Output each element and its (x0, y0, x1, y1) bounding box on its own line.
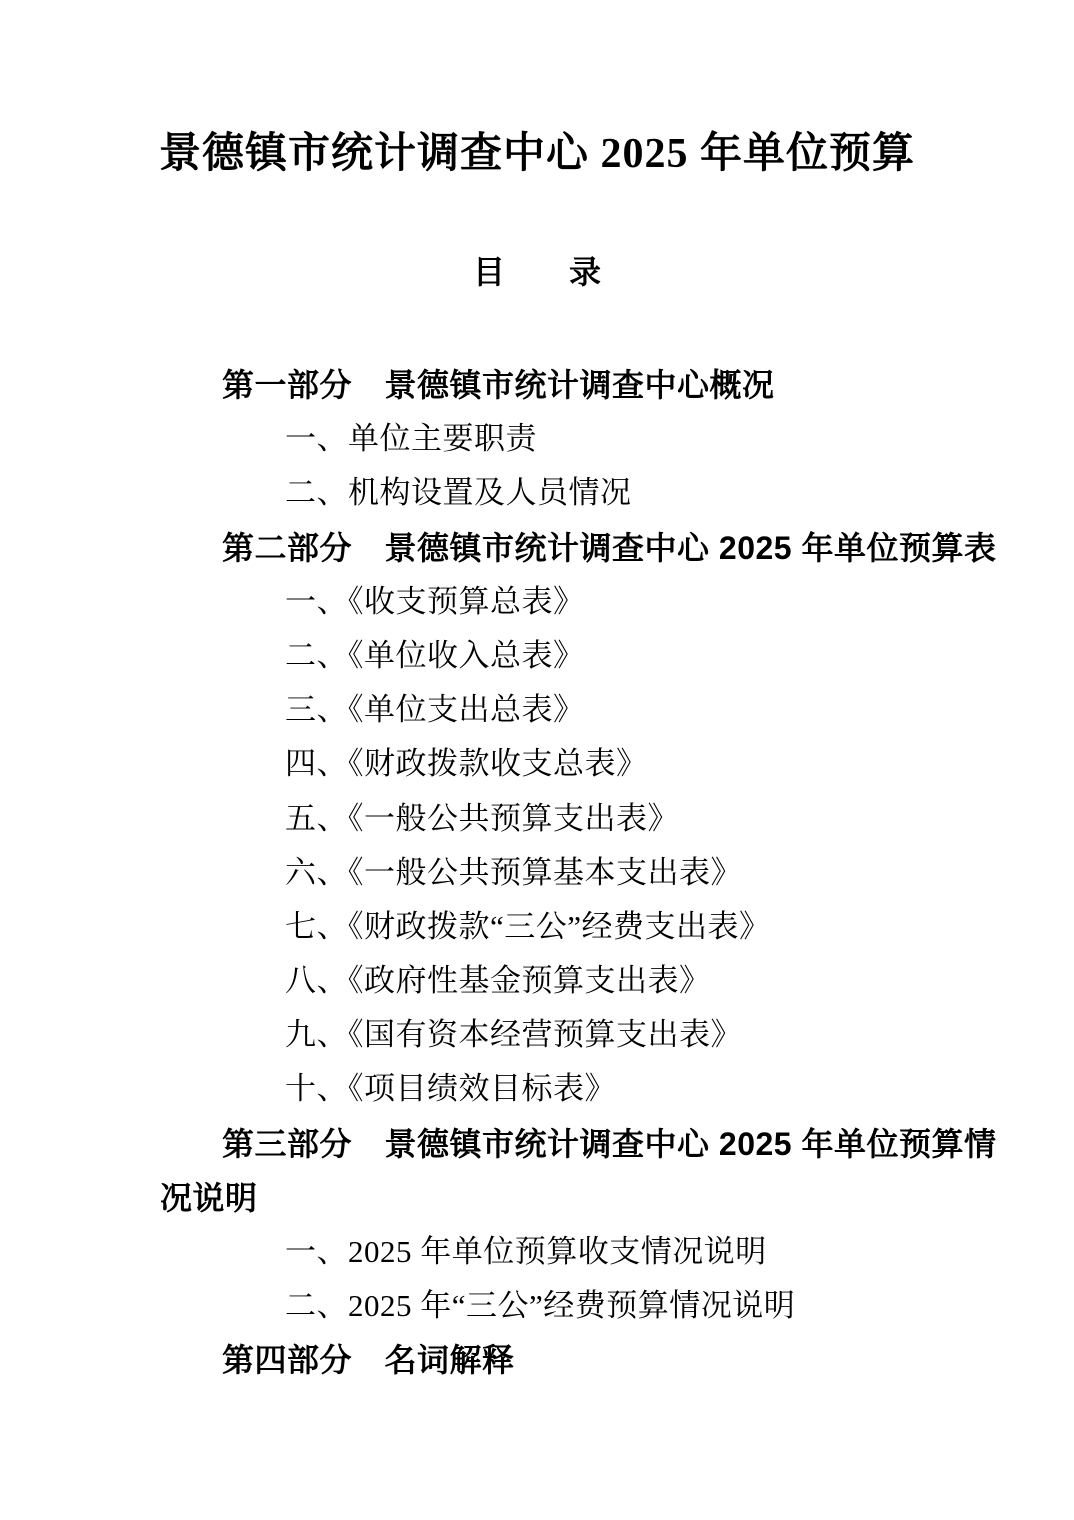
toc-entry: 四、《财政拨款收支总表》 (285, 746, 648, 782)
toc-part-heading: 第三部分 景德镇市统计调查中心 2025 年单位预算情 (222, 1125, 997, 1162)
toc-entry: 八、《政府性基金预算支出表》 (285, 963, 711, 999)
toc-part-heading-wrap: 况说明 (160, 1179, 258, 1216)
toc-entry: 一、《收支预算总表》 (285, 583, 585, 619)
toc-part-heading: 第一部分 景德镇市统计调查中心概况 (222, 367, 775, 403)
toc-entry: 一、2025 年单位预算收支情况说明 (285, 1234, 767, 1269)
toc-heading: 目 录 (472, 254, 601, 290)
toc-list (160, 358, 997, 1388)
toc-entry: 二、2025 年“三公”经费预算情况说明 (285, 1288, 796, 1324)
toc-part-heading: 第二部分 景德镇市统计调查中心 2025 年单位预算表 (222, 529, 997, 566)
toc-entry: 六、《一般公共预算基本支出表》 (285, 854, 742, 890)
toc-entry: 三、《单位支出总表》 (285, 692, 585, 728)
toc-entry: 七、《财政拨款“三公”经费支出表》 (285, 908, 771, 944)
toc-entry: 二、《单位收入总表》 (285, 637, 585, 673)
toc-entry: 二、机构设置及人员情况 (285, 475, 632, 511)
toc-part-heading: 第四部分 名词解释 (222, 1342, 515, 1379)
toc-entry: 五、《一般公共预算支出表》 (285, 800, 679, 836)
document-title: 景德镇市统计调查中心 2025 年单位预算 (158, 131, 915, 177)
toc-entry: 一、单位主要职责 (285, 421, 537, 457)
toc-entry: 九、《国有资本经营预算支出表》 (285, 1017, 742, 1053)
toc-entry: 十、《项目绩效目标表》 (285, 1071, 616, 1107)
